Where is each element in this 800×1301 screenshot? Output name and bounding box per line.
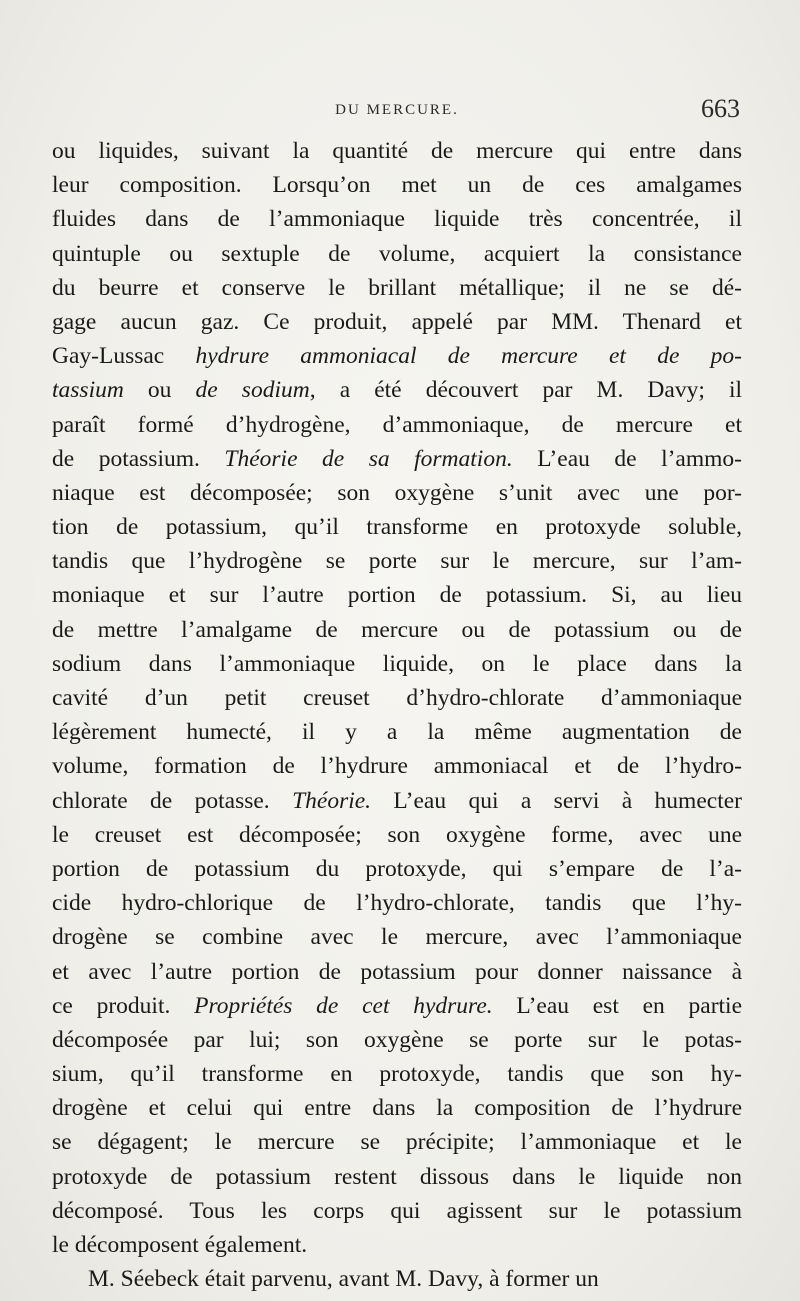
text-run: tion de potassium, qu’il transforme en protoxyde soluble, bbox=[52, 514, 742, 541]
text-run: cide hydro-chlorique de l’hydro-chlorate, tandis que l’hy- bbox=[52, 890, 742, 917]
text-run: L’eau de l’ammo- bbox=[512, 445, 742, 472]
italic-text: Théorie de sa formation. bbox=[224, 445, 513, 472]
text-line bbox=[52, 1262, 742, 1296]
text-run: chlorate de potasse. bbox=[52, 787, 293, 814]
text-line bbox=[52, 818, 742, 852]
text-line bbox=[52, 578, 742, 612]
text-run: du beurre et conserve le brillant métallique; il ne se dé- bbox=[52, 274, 742, 301]
text-line bbox=[52, 1057, 742, 1091]
text-line bbox=[52, 339, 742, 373]
text-run: L’eau est en partie bbox=[492, 992, 743, 1019]
text-line bbox=[52, 476, 742, 510]
text-run: quintuple ou sextuple de volume, acquiert la consistance bbox=[52, 240, 742, 267]
text-line bbox=[52, 749, 742, 783]
text-line bbox=[52, 544, 742, 578]
page-number: 663 bbox=[701, 94, 740, 123]
text-run: paraît formé d’hydrogène, d’ammoniaque, de mercure et bbox=[52, 411, 742, 438]
text-run: portion de potassium du protoxyde, qui s’empare de l’a- bbox=[52, 855, 742, 882]
text-run: et avec l’autre portion de potassium pour donner naissance à bbox=[52, 958, 742, 985]
text-run: tandis que l’hydrogène se porte sur le mercure, sur l’am- bbox=[52, 548, 742, 575]
text-line bbox=[52, 305, 742, 339]
text-run: M. Séebeck était parvenu, avant M. Davy, à former un bbox=[88, 1266, 599, 1293]
text-line bbox=[52, 715, 742, 749]
text-run: cavité d’un petit creuset d’hydro-chlorate d’ammoniaque bbox=[52, 685, 742, 711]
italic-text: Propriétés de cet hydrure. bbox=[194, 992, 493, 1019]
text-line bbox=[52, 920, 742, 954]
text-run: sium, qu’il transforme en protoxyde, tandis que son hy- bbox=[52, 1061, 742, 1088]
text-run: ou bbox=[123, 377, 196, 404]
text-run: niaque est décomposée; son oxygène s’unit avec une por- bbox=[52, 479, 742, 506]
text-line bbox=[52, 1228, 742, 1262]
text-line bbox=[52, 955, 742, 989]
text-line bbox=[52, 408, 742, 442]
text-run: se dégagent; le mercure se précipite; l’ammoniaque et le bbox=[52, 1129, 742, 1156]
text-line bbox=[52, 442, 742, 476]
italic-text: de sodium bbox=[195, 377, 310, 404]
text-run: , a été découvert par M. Davy; il bbox=[309, 377, 743, 404]
text-run: L’eau qui a servi à humecter bbox=[371, 787, 742, 814]
italic-text: hydrure ammoniacal de mercure et de po- bbox=[195, 343, 742, 370]
text-line bbox=[52, 237, 742, 271]
text-run: décomposé. Tous les corps qui agissent sur le potassium bbox=[52, 1197, 742, 1224]
text-line bbox=[52, 202, 742, 236]
text-run: fluides dans de l’ammoniaque liquide très concentrée, il bbox=[52, 206, 742, 233]
text-line bbox=[52, 852, 742, 886]
text-run: ce produit. bbox=[52, 992, 195, 1019]
text-line bbox=[52, 989, 742, 1023]
text-run: Gay-Lussac bbox=[52, 343, 196, 370]
text-line bbox=[52, 784, 742, 818]
text-run: gage aucun gaz. Ce produit, appelé par MM. Thenard et bbox=[52, 308, 742, 335]
text-run: le décomposent également. bbox=[52, 1232, 308, 1258]
text-run: sodium dans l’ammoniaque liquide, on le place dans la bbox=[52, 650, 742, 677]
text-run: leur composition. Lorsqu’on met un de ces amalgames bbox=[52, 172, 742, 199]
text-run: protoxyde de potassium restent dissous dans le liquide non bbox=[52, 1163, 742, 1190]
text-line bbox=[52, 1091, 742, 1125]
text-line bbox=[52, 613, 742, 647]
text-run: légèrement humecté, il y a la même augmentation de bbox=[52, 719, 742, 746]
text-run: drogène et celui qui entre dans la composition de l’hydrure bbox=[52, 1095, 742, 1122]
text-line bbox=[52, 1160, 742, 1194]
text-line bbox=[52, 1023, 742, 1057]
text-line bbox=[52, 373, 742, 407]
text-line bbox=[52, 1125, 742, 1159]
text-line bbox=[52, 1194, 742, 1228]
text-line bbox=[52, 647, 742, 681]
text-line bbox=[52, 168, 742, 202]
text-line bbox=[52, 134, 742, 168]
running-head: DU MERCURE. bbox=[335, 102, 459, 118]
text-run: de potassium. bbox=[52, 445, 225, 472]
page-header bbox=[52, 96, 742, 132]
text-line bbox=[52, 271, 742, 305]
body-text bbox=[52, 134, 742, 1296]
text-run: ou liquides, suivant la quantité de mercure qui entre dans bbox=[52, 138, 742, 164]
italic-text: Théorie. bbox=[292, 787, 372, 814]
text-line bbox=[52, 886, 742, 920]
text-line bbox=[52, 510, 742, 544]
text-run: moniaque et sur l’autre portion de potassium. Si, au lieu bbox=[52, 582, 742, 609]
text-line bbox=[52, 681, 742, 715]
text-run: drogène se combine avec le mercure, avec l’ammoniaque bbox=[52, 924, 742, 951]
text-run: volume, formation de l’hydrure ammoniacal et de l’hydro- bbox=[52, 753, 742, 780]
text-run: décomposée par lui; son oxygène se porte sur le potas- bbox=[52, 1026, 742, 1053]
text-run: de mettre l’amalgame de mercure ou de potassium ou de bbox=[52, 616, 742, 643]
italic-text: tassium bbox=[52, 377, 124, 404]
text-run: le creuset est décomposée; son oxygène forme, avec une bbox=[52, 821, 742, 848]
